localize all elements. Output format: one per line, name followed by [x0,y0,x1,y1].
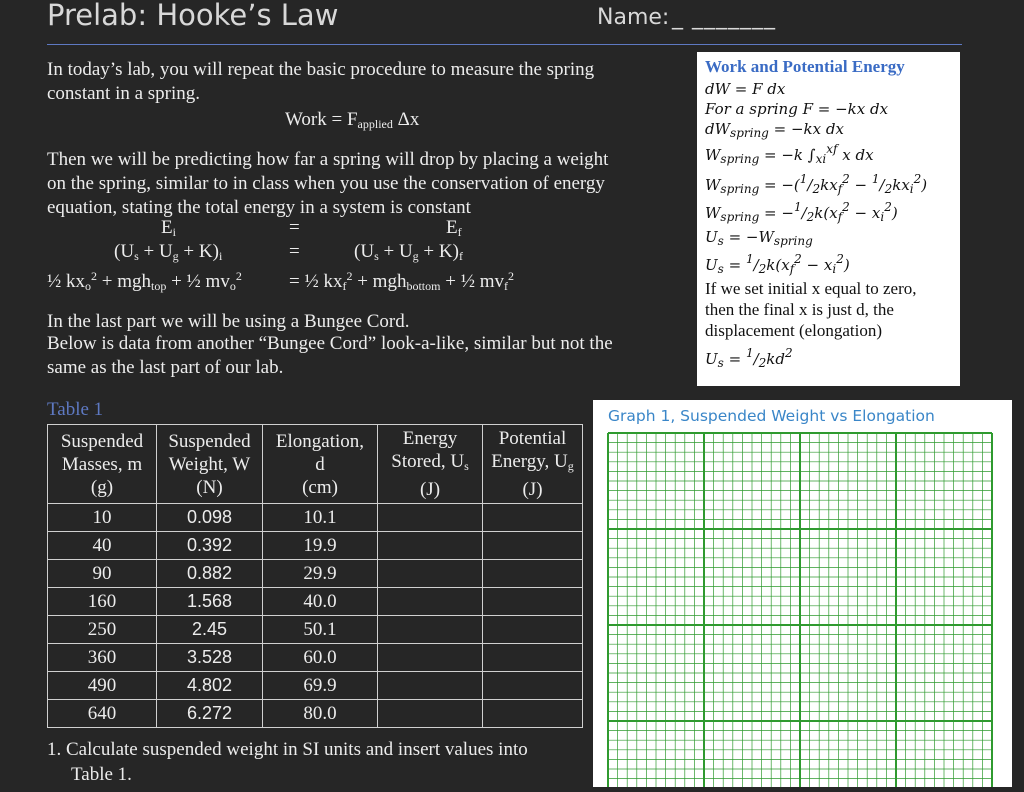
table-caption: Table 1 [47,399,104,420]
graph-panel [593,400,1012,787]
cell-weight[interactable]: 1.568 [157,588,263,616]
cell-mass: 40 [48,532,157,560]
cell-energy-stored[interactable] [378,616,483,644]
cell-potential-energy[interactable] [483,616,583,644]
work-box-note-line3: displacement (elongation) [705,321,883,340]
cell-elongation: 60.0 [263,644,378,672]
col-header-energy-stored: Energy Stored, $U_s$ (J) [378,425,483,504]
cell-energy-stored[interactable] [378,560,483,588]
cell-potential-energy[interactable] [483,560,583,588]
cell-mass: 640 [48,700,157,728]
work-box-eq-factored: $W_{spring} = -^1/_2k(x_f^2 - x_i^2)$ [705,200,898,224]
cell-energy-stored[interactable] [378,672,483,700]
cell-energy-stored[interactable] [378,532,483,560]
work-box-eq-spring-force: For a spring F = −kx dx [705,100,889,118]
intro-line2: constant in a spring. [47,83,201,104]
work-box-note-line1: If we set initial x equal to zero, [705,279,917,298]
col-header-mass: Suspended Masses, m (g) [48,425,157,504]
cell-potential-energy[interactable] [483,644,583,672]
work-box-eq-evaluated: $W_{spring} = -(^1/_2kx_f^2 - ^1/_2kx_i^2)$ [705,172,928,196]
graph-grid[interactable] [593,400,1012,787]
cell-weight[interactable]: 3.528 [157,644,263,672]
cell-weight[interactable]: 0.392 [157,532,263,560]
cell-mass: 490 [48,672,157,700]
energy-sum-equals: = [289,241,300,262]
work-box-eq-us: $U_s = ^1/_2k(x_f^2 - x_i^2)$ [705,252,850,276]
cell-mass: 90 [48,560,157,588]
name-blank[interactable]: _ _______ [672,5,776,30]
work-box-eq-us-def: $U_s = -W_{spring}$ [705,228,813,248]
para2-line2: on the spring, similar to in class when you use the conservation of energy [47,173,605,194]
question-1-line2: Table 1. [71,764,132,785]
table-row [48,532,583,560]
para2-line1: Then we will be predicting how far a spring will drop by placing a weight [47,149,609,170]
col-header-potential-energy: Potential Energy, $U_g$ (J) [483,425,583,504]
table-row [48,700,583,728]
energy-sum-initial: $(U_s + U_g + K)_i$ [114,241,223,263]
cell-elongation: 29.9 [263,560,378,588]
cell-elongation: 10.1 [263,504,378,532]
cell-potential-energy[interactable] [483,672,583,700]
cell-weight[interactable]: 0.882 [157,560,263,588]
table-row [48,616,583,644]
table-row [48,504,583,532]
intro-line1: In today’s lab, you will repeat the basic procedure to measure the spring [47,59,595,80]
cell-weight[interactable]: 6.272 [157,700,263,728]
cell-potential-energy[interactable] [483,700,583,728]
table-header-row [48,425,583,504]
energy-sum-final: $(U_s + U_g + K)_f$ [354,241,463,263]
cell-energy-stored[interactable] [378,504,483,532]
page-title: Prelab: Hooke’s Law [47,0,339,32]
energy-expanded-final: = ½ $kx_f^2 + mgh_{bottom}$ + ½ $mv_f^2$ [289,269,514,293]
work-box-eq-integral: $W_{spring} = -k$ $\int_{xi}^{xf}$ x dx [705,142,874,166]
energy-expanded-initial: ½ $kx_o^2 + mgh_{top}$ + ½ $mv_o^2$ [47,269,242,293]
cell-elongation: 50.1 [263,616,378,644]
col-header-elongation: Elongation, d (cm) [263,425,378,504]
work-box-title: Work and Potential Energy [705,57,905,76]
para3-line1: In the last part we will be using a Bungee Cord. [47,311,410,332]
work-box-note-line2: then the final x is just d, the [705,300,894,319]
cell-elongation: 19.9 [263,532,378,560]
cell-elongation: 80.0 [263,700,378,728]
para2-line3: equation, stating the total energy in a system is constant [47,197,471,218]
cell-elongation: 69.9 [263,672,378,700]
energy-initial: $E_i$ [161,217,176,239]
cell-mass: 250 [48,616,157,644]
table-row [48,644,583,672]
work-box-eq-dw: dW = F dx [705,80,786,98]
cell-energy-stored[interactable] [378,700,483,728]
cell-mass: 160 [48,588,157,616]
cell-weight[interactable]: 4.802 [157,672,263,700]
table-row [48,588,583,616]
cell-potential-energy[interactable] [483,532,583,560]
data-table [47,424,583,728]
para3-line2: Below is data from another “Bungee Cord” look-a-like, similar but not the [47,333,613,354]
cell-weight[interactable]: 2.45 [157,616,263,644]
work-equation: Work = $F_{applied}$ Δx [285,109,420,131]
para3-line3: same as the last part of our lab. [47,357,284,378]
work-box-eq-final: $U_s = ^1/_2kd^2$ [705,346,793,370]
cell-energy-stored[interactable] [378,644,483,672]
cell-potential-energy[interactable] [483,504,583,532]
cell-mass: 360 [48,644,157,672]
work-box-eq-dwspring: $dW_{spring} = -kx$ dx [705,120,844,140]
table-row [48,672,583,700]
header-rule [47,44,962,45]
work-energy-box [697,52,960,386]
cell-potential-energy[interactable] [483,588,583,616]
cell-elongation: 40.0 [263,588,378,616]
name-label: Name: [597,5,670,30]
table-row [48,560,583,588]
cell-weight[interactable]: 0.098 [157,504,263,532]
graph-caption: Graph 1, Suspended Weight vs Elongation [608,407,935,425]
energy-equals: = [289,217,300,238]
col-header-weight: Suspended Weight, W (N) [157,425,263,504]
question-1 [47,737,528,787]
cell-mass: 10 [48,504,157,532]
cell-energy-stored[interactable] [378,588,483,616]
question-1-line1: 1. Calculate suspended weight in SI units and insert values into [47,739,528,760]
energy-final: $E_f$ [446,217,462,239]
